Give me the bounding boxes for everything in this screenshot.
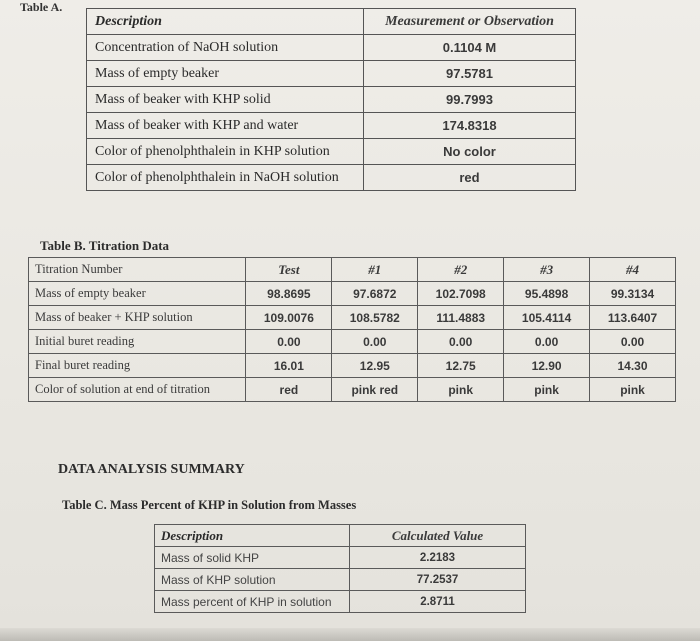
- cell-value: 14.30: [590, 354, 676, 378]
- row-description: Mass of solid KHP: [155, 547, 350, 569]
- row-description: Mass of empty beaker: [87, 61, 364, 87]
- cell-value: 109.0076: [246, 306, 332, 330]
- row-label: Initial buret reading: [29, 330, 246, 354]
- cell-value: 98.8695: [246, 282, 332, 306]
- row-label: Color of solution at end of titration: [29, 378, 246, 402]
- row-description: Mass percent of KHP in solution: [155, 591, 350, 613]
- table-b: [28, 257, 676, 402]
- table-a-header-measurement: Measurement or Observation: [364, 9, 576, 35]
- table-row: [87, 139, 576, 165]
- cell-value: 108.5782: [332, 306, 418, 330]
- table-a-header-description: Description: [87, 9, 364, 35]
- table-row: [155, 547, 526, 569]
- row-value: 2.2183: [350, 547, 526, 569]
- cell-value: 12.90: [504, 354, 590, 378]
- table-row: [155, 569, 526, 591]
- cell-value: 102.7098: [418, 282, 504, 306]
- row-label: Mass of beaker + KHP solution: [29, 306, 246, 330]
- cell-value: 99.3134: [590, 282, 676, 306]
- cell-value: 0.00: [246, 330, 332, 354]
- row-description: Mass of beaker with KHP and water: [87, 113, 364, 139]
- table-row: [87, 35, 576, 61]
- row-value: 2.8711: [350, 591, 526, 613]
- cell-value: 12.95: [332, 354, 418, 378]
- row-value: 77.2537: [350, 569, 526, 591]
- page-bottom-edge: [0, 628, 700, 641]
- cell-value: pink: [504, 378, 590, 402]
- header-trial-3: #3: [504, 258, 590, 282]
- table-a: [86, 8, 576, 191]
- table-c-caption: Table C. Mass Percent of KHP in Solution from Masses: [62, 498, 357, 512]
- cell-value: 105.4114: [504, 306, 590, 330]
- row-value: 99.7993: [364, 87, 576, 113]
- table-row: [29, 378, 676, 402]
- cell-value: 111.4883: [418, 306, 504, 330]
- table-b-caption: Table B. Titration Data: [40, 238, 170, 253]
- table-a-header-row: [87, 9, 576, 35]
- row-label: Mass of empty beaker: [29, 282, 246, 306]
- row-value: 97.5781: [364, 61, 576, 87]
- cell-value: 12.75: [418, 354, 504, 378]
- table-row: [87, 113, 576, 139]
- row-value: red: [364, 165, 576, 191]
- table-row: [29, 306, 676, 330]
- cell-value: 0.00: [590, 330, 676, 354]
- cell-value: 97.6872: [332, 282, 418, 306]
- row-description: Color of phenolphthalein in KHP solution: [87, 139, 364, 165]
- row-description: Concentration of NaOH solution: [87, 35, 364, 61]
- table-c-header-description: Description: [155, 525, 350, 547]
- header-trial-4: #4: [590, 258, 676, 282]
- table-row: [155, 591, 526, 613]
- row-description: Mass of KHP solution: [155, 569, 350, 591]
- cell-value: 113.6407: [590, 306, 676, 330]
- table-c-header-row: [155, 525, 526, 547]
- cell-value: 0.00: [504, 330, 590, 354]
- cell-value: 16.01: [246, 354, 332, 378]
- cell-value: pink red: [332, 378, 418, 402]
- data-analysis-summary-heading: DATA ANALYSIS SUMMARY: [58, 462, 245, 477]
- header-titration-number: Titration Number: [29, 258, 246, 282]
- header-trial-2: #2: [418, 258, 504, 282]
- cell-value: red: [246, 378, 332, 402]
- row-description: Mass of beaker with KHP solid: [87, 87, 364, 113]
- table-a-caption-cutoff: Table A.: [20, 0, 63, 14]
- row-value: 0.1104 M: [364, 35, 576, 61]
- cell-value: 95.4898: [504, 282, 590, 306]
- cell-value: 0.00: [332, 330, 418, 354]
- table-row: [29, 282, 676, 306]
- header-test: Test: [246, 258, 332, 282]
- table-c: [154, 524, 526, 613]
- row-description: Color of phenolphthalein in NaOH solution: [87, 165, 364, 191]
- cell-value: pink: [590, 378, 676, 402]
- table-row: [29, 354, 676, 378]
- header-trial-1: #1: [332, 258, 418, 282]
- cell-value: 0.00: [418, 330, 504, 354]
- row-label: Final buret reading: [29, 354, 246, 378]
- table-b-header-row: [29, 258, 676, 282]
- row-value: 174.8318: [364, 113, 576, 139]
- table-c-header-calculated-value: Calculated Value: [350, 525, 526, 547]
- table-row: [87, 165, 576, 191]
- table-row: [87, 87, 576, 113]
- row-value: No color: [364, 139, 576, 165]
- table-row: [29, 330, 676, 354]
- cell-value: pink: [418, 378, 504, 402]
- table-row: [87, 61, 576, 87]
